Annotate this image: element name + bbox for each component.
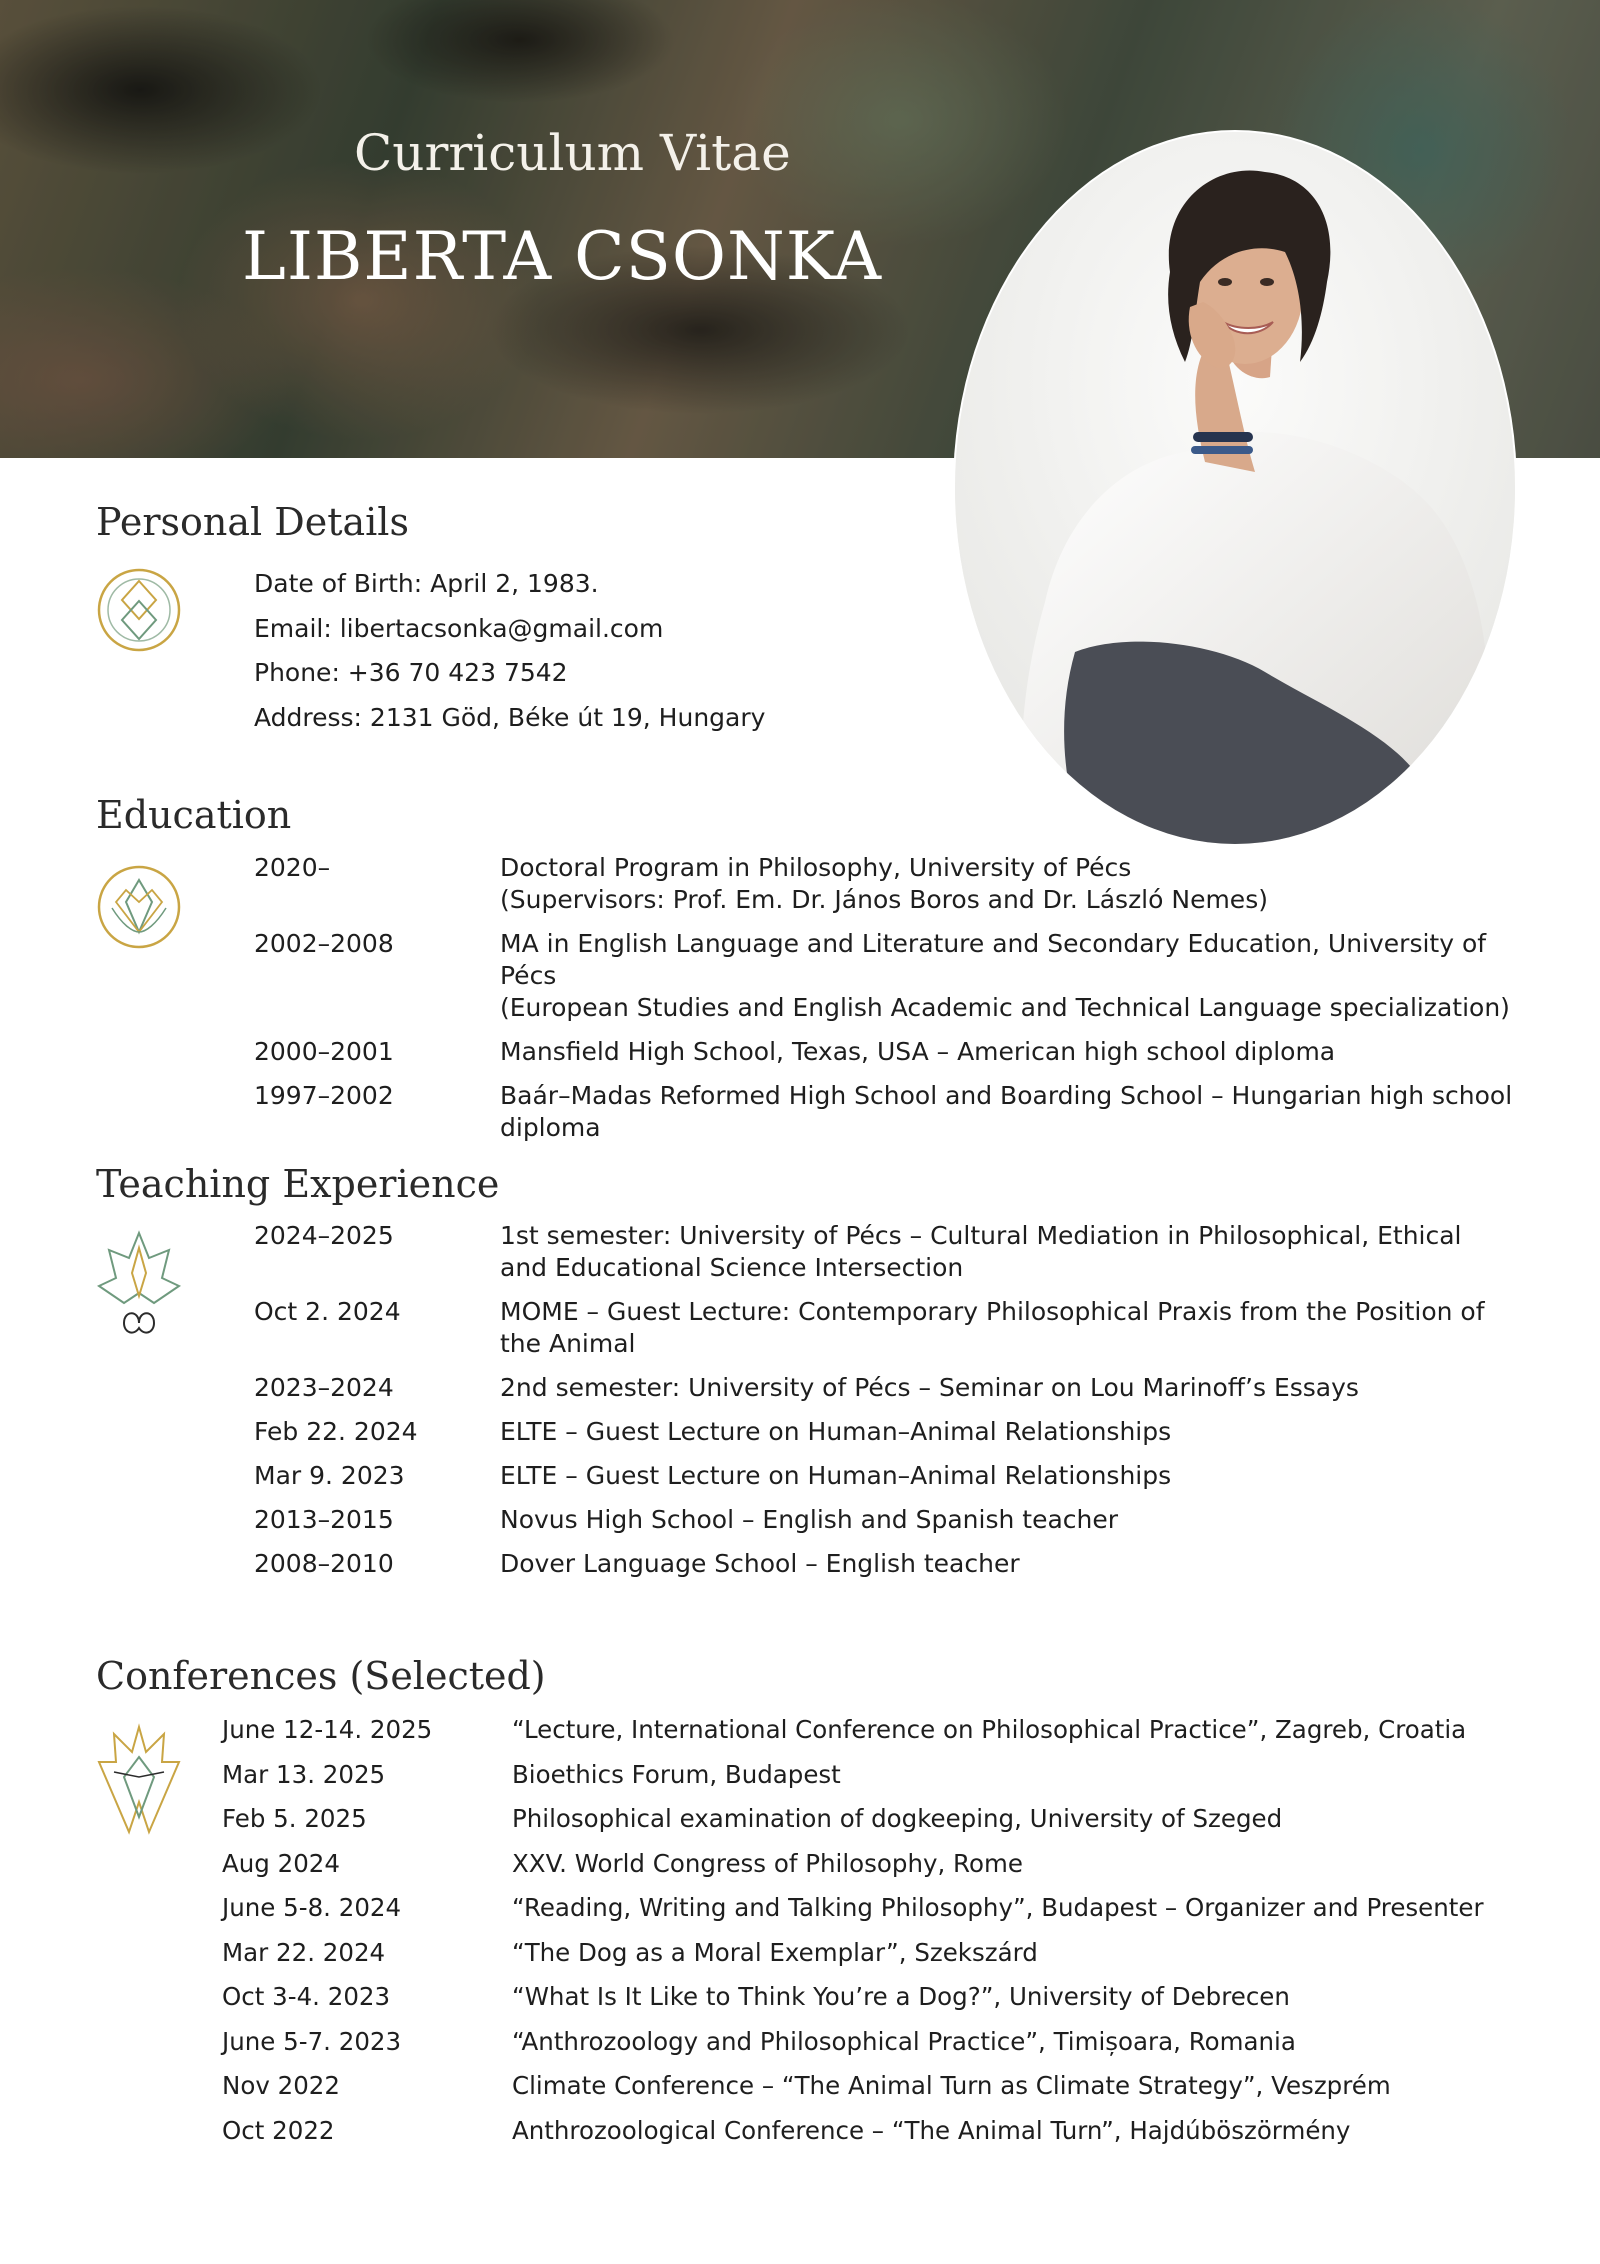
- conferences-entry: [222, 2026, 1522, 2058]
- teaching-entry-description: ELTE – Guest Lecture on Human–Animal Relationships: [500, 1417, 1172, 1446]
- conferences-entry-date: Mar 13. 2025: [222, 1759, 386, 1789]
- conferences-entry: [222, 1892, 1522, 1924]
- conferences-entry-description: XXV. World Congress of Philosophy, Rome: [512, 1848, 1023, 1878]
- teaching-entry-date: Feb 22. 2024: [254, 1417, 418, 1446]
- teaching-entry-description: Dover Language School – English teacher: [500, 1549, 1020, 1578]
- teaching-entry-description: MOME – Guest Lecture: Contemporary Philosophical Praxis from the Position of the Animal: [500, 1297, 1485, 1358]
- teaching-entry: [254, 1548, 1514, 1580]
- portrait-photo: [955, 132, 1515, 844]
- cv-name: LIBERTA CSONKA: [242, 218, 883, 295]
- conferences-entry-date: June 5-7. 2023: [222, 2026, 402, 2056]
- conferences-entry-date: Nov 2022: [222, 2071, 340, 2100]
- section-title-conferences: Conferences (Selected): [96, 1654, 546, 1698]
- education-entry: [254, 928, 1514, 1024]
- education-entry-date: 2002–2008: [254, 929, 394, 958]
- conferences-entry: [222, 1937, 1522, 1969]
- teaching-entry-date: 2023–2024: [254, 1373, 394, 1402]
- conferences-entry-description: Bioethics Forum, Budapest: [512, 1759, 841, 1789]
- conferences-entry-date: June 5-8. 2024: [222, 1893, 402, 1922]
- section-title-education: Education: [96, 793, 292, 837]
- section-title-personal-details: Personal Details: [96, 500, 409, 544]
- education-entry-description: Doctoral Program in Philosophy, University of Pécs (Supervisors: Prof. Em. Dr. János Boros and Dr. László Nemes): [500, 853, 1268, 914]
- teaching-entry-description: 1st semester: University of Pécs – Cultural Mediation in Philosophical, Ethical and Educational Science Intersection: [500, 1221, 1462, 1282]
- conferences-entry-description: “The Dog as a Moral Exemplar”, Szekszárd: [512, 1937, 1038, 1967]
- lotus-icon: [94, 862, 184, 952]
- teaching-entry-description: 2nd semester: University of Pécs – Seminar on Lou Marinoff’s Essays: [500, 1373, 1359, 1402]
- interlocking-circles-icon: [94, 565, 184, 655]
- personal-details-list: [254, 562, 765, 740]
- teaching-entry: [254, 1504, 1514, 1536]
- conferences-entry-date: Oct 2022: [222, 2115, 335, 2145]
- leaf-flame-icon: [94, 1228, 184, 1348]
- teaching-entry: [254, 1416, 1514, 1448]
- teaching-entry-date: 2008–2010: [254, 1549, 394, 1578]
- teaching-entry-date: Mar 9. 2023: [254, 1461, 405, 1490]
- education-entry: [254, 1080, 1514, 1144]
- education-entry-date: 2000–2001: [254, 1037, 394, 1066]
- education-entry-date: 1997–2002: [254, 1081, 394, 1110]
- crown-icon: [94, 1722, 184, 1837]
- conferences-entry-description: “Reading, Writing and Talking Philosophy”, Budapest – Organizer and Presenter: [512, 1893, 1484, 1922]
- conferences-entry-description: “Lecture, International Conference on Philosophical Practice”, Zagreb, Croatia: [512, 1715, 1467, 1744]
- teaching-entry-date: Oct 2. 2024: [254, 1297, 401, 1326]
- conferences-entry-date: June 12-14. 2025: [222, 1715, 433, 1744]
- education-entry: [254, 852, 1514, 916]
- education-entry: [254, 1036, 1514, 1068]
- conferences-entry: [222, 1759, 1522, 1791]
- conferences-entry-date: Oct 3-4. 2023: [222, 1982, 391, 2011]
- section-title-teaching-experience: Teaching Experience: [96, 1162, 500, 1206]
- teaching-entry: [254, 1220, 1514, 1284]
- teaching-entry: [254, 1296, 1514, 1360]
- conferences-entry: [222, 2115, 1522, 2147]
- conferences-entry: [222, 2070, 1522, 2102]
- conferences-entry: [222, 1803, 1522, 1835]
- education-list: [254, 852, 1514, 1156]
- teaching-entry-description: ELTE – Guest Lecture on Human–Animal Relationships: [500, 1461, 1172, 1490]
- teaching-entry-date: 2013–2015: [254, 1505, 394, 1534]
- teaching-entry: [254, 1372, 1514, 1404]
- teaching-entry-date: 2024–2025: [254, 1221, 394, 1250]
- conferences-entry-description: Philosophical examination of dogkeeping, University of Szeged: [512, 1804, 1283, 1833]
- conferences-entry-date: Feb 5. 2025: [222, 1804, 367, 1833]
- conferences-entry-date: Mar 22. 2024: [222, 1937, 386, 1967]
- conferences-list: [222, 1714, 1522, 2159]
- conferences-entry: [222, 1981, 1522, 2013]
- education-entry-description: MA in English Language and Literature and Secondary Education, University of Pécs (European Studies and English Academic and Technical Language specialization): [500, 929, 1510, 1022]
- education-entry-date: 2020–: [254, 853, 331, 882]
- cv-label: Curriculum Vitae: [354, 124, 791, 182]
- conferences-entry-description: “What Is It Like to Think You’re a Dog?”, University of Debrecen: [512, 1982, 1290, 2011]
- date-of-birth: Date of Birth: April 2, 1983.: [254, 569, 599, 598]
- teaching-entry-description: Novus High School – English and Spanish teacher: [500, 1505, 1119, 1534]
- email: Email: libertacsonka@gmail.com: [254, 613, 664, 643]
- teaching-entry: [254, 1460, 1514, 1492]
- conferences-entry-description: “Anthrozoology and Philosophical Practice”, Timișoara, Romania: [512, 2026, 1296, 2056]
- teaching-list: [254, 1220, 1514, 1592]
- conferences-entry-description: Anthrozoological Conference – “The Animal Turn”, Hajdúböszörmény: [512, 2115, 1351, 2145]
- conferences-entry-description: Climate Conference – “The Animal Turn as Climate Strategy”, Veszprém: [512, 2071, 1391, 2100]
- address: Address: 2131 Göd, Béke út 19, Hungary: [254, 702, 766, 732]
- education-entry-description: Baár–Madas Reformed High School and Boarding School – Hungarian high school diploma: [500, 1081, 1513, 1142]
- phone: Phone: +36 70 423 7542: [254, 658, 568, 687]
- conferences-entry-date: Aug 2024: [222, 1848, 340, 1878]
- conferences-entry: [222, 1714, 1522, 1746]
- conferences-entry: [222, 1848, 1522, 1880]
- education-entry-description: Mansfield High School, Texas, USA – American high school diploma: [500, 1037, 1336, 1066]
